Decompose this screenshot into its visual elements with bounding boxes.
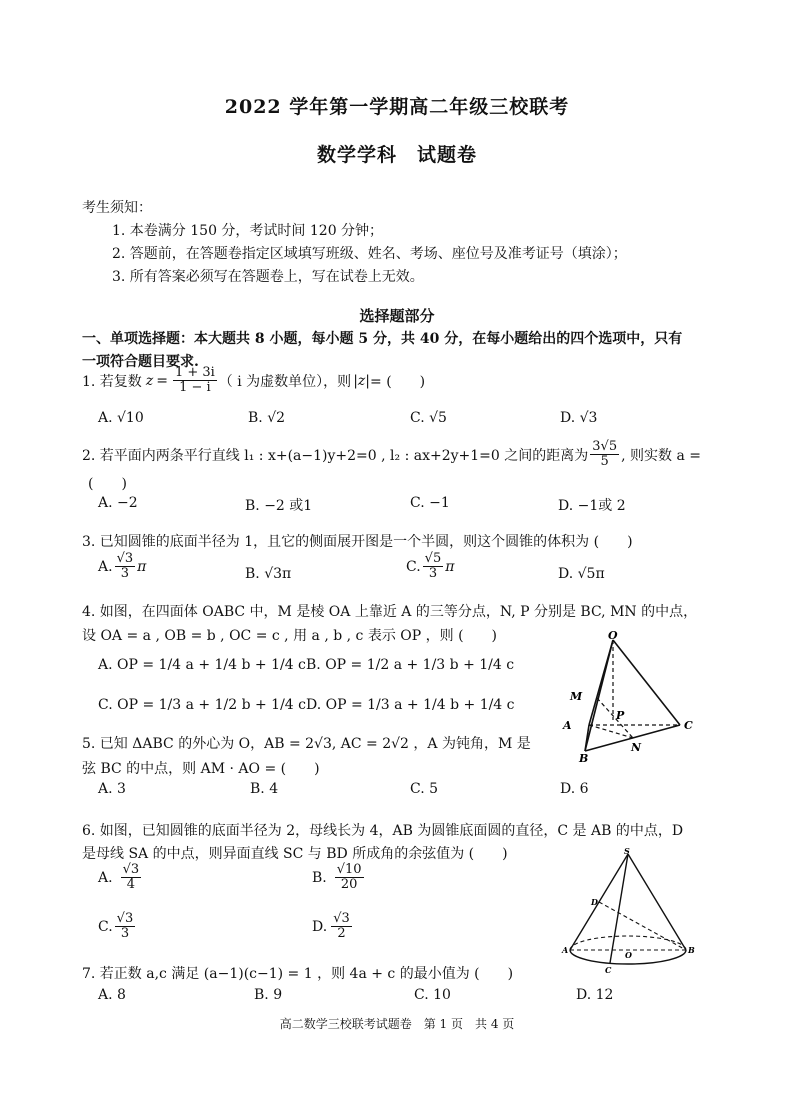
question-4-line2: 设 OA = a , OB = b , OC = c , 用 a , b , c 表示 OP ，则 ( ): [82, 628, 498, 644]
cone-figure: [558, 846, 708, 976]
question-2: 2. 若平面内两条平行直线 l₁ : x+(a−1)y+2=0 , l₂ : ax+2y+1=0 之间的距离为 $\frac{3√5}{5}$ , 则实数 a =: [82, 439, 701, 470]
figure-label: N: [631, 741, 642, 754]
notice-item: 3. 所有答案必须写在答题卷上，写在试卷上无效。: [112, 269, 424, 285]
option: B. √2: [248, 410, 286, 426]
notice-item: 1. 本卷满分 150 分，考试时间 120 分钟；: [112, 223, 384, 239]
section-title: 选择题部分: [359, 307, 435, 325]
option: A. 3: [98, 781, 126, 797]
option: D. √5π: [558, 566, 605, 582]
figure-label: C: [684, 719, 693, 732]
option: A. −2: [98, 495, 138, 511]
option: C. OP = 1/3 a + 1/2 b + 1/4 c: [98, 697, 306, 713]
option: C. $\frac{√3}{3}$: [98, 911, 134, 942]
question-3: 3. 已知圆锥的底面半径为 1，且它的侧面展开图是一个半圆，则这个圆锥的体积为 ( ): [82, 534, 633, 550]
question-6-line2: 是母线 SA 的中点，则异面直线 SC 与 BD 所成角的余弦值为 ( ): [82, 846, 508, 862]
option: D. √3: [560, 410, 598, 426]
section-instruction: 一、单项选择题：本大题共 8 小题，每小题 5 分，共 40 分，在每小题给出的四个选项中，只有: [82, 331, 683, 347]
section-instruction: 一项符合题目要求.: [82, 354, 199, 370]
figure-label: S: [624, 846, 630, 856]
figure-label: O: [608, 629, 618, 642]
q1-middle: （ i 为虚数单位），则: [218, 373, 352, 390]
question-6-line1: 6. 如图，已知圆锥的底面半径为 2，母线长为 4，AB 为圆锥底面圆的直径，C 是 AB 的中点，D: [82, 823, 684, 839]
figure-label: P: [616, 709, 625, 722]
option: A. $\frac{√3}{3}$ π: [98, 551, 147, 582]
figure-label: B: [688, 945, 695, 955]
figure-label: A: [562, 945, 569, 955]
q1-suffix: = ( ): [370, 373, 426, 390]
option: C. 5: [410, 781, 439, 797]
answer-paren: ( ): [88, 476, 127, 492]
option: B. −2 或1: [245, 498, 313, 514]
option: D. $\frac{√3}{2}$: [312, 911, 350, 942]
option: B. √3π: [245, 566, 292, 582]
question-5-line1: 5. 已知 ΔABC 的外心为 O，AB = 2√3, AC = 2√2 ，A 为钝角，M 是: [82, 736, 531, 752]
figure-label: B: [579, 752, 589, 765]
figure-label: D: [591, 897, 598, 907]
option: A. 8: [98, 987, 126, 1003]
figure-label: C: [605, 965, 612, 975]
tetrahedron-figure: [555, 628, 705, 768]
question-4-line1: 4. 如图，在四面体 OABC 中，M 是棱 OA 上靠近 A 的三等分点，N, P 分别是 BC, MN 的中点，: [82, 604, 698, 620]
option: B. 9: [254, 987, 283, 1003]
exam-title: 2022 学年第一学期高二年级三校联考: [224, 96, 570, 118]
option: A. $\frac{√3}{4}$: [98, 862, 140, 893]
question-1: 1. 若复数 z = $\frac{1 + 3i}{1 - i}$ （ i 为虚数单位），则 |z| = ( ): [82, 365, 426, 396]
option: C. 10: [414, 987, 451, 1003]
option: D. 12: [576, 987, 614, 1003]
question-7: 7. 若正数 a,c 满足 (a−1)(c−1) = 1 ，则 4a + c 的最小值为 ( ): [82, 966, 514, 982]
q1-fraction: $\frac{1 + 3i}{1 - i}$: [174, 365, 215, 396]
notice-heading: 考生须知：: [82, 200, 152, 216]
option: D. 6: [560, 781, 589, 797]
option: A. √10: [98, 410, 144, 426]
option: C. √5: [410, 410, 447, 426]
q1-prefix: 1. 若复数: [82, 373, 142, 390]
notice-item: 2. 答题前，在答题卷指定区域填写班级、姓名、考场、座位号及准考证号（填涂）；: [112, 246, 627, 262]
figure-label: M: [570, 690, 583, 703]
q2-fraction: $\frac{3√5}{5}$: [592, 439, 618, 470]
option: C. −1: [410, 495, 450, 511]
option: B. OP = 1/2 a + 1/3 b + 1/4 c: [306, 657, 515, 673]
exam-subtitle: 数学学科 试题卷: [316, 144, 477, 166]
option: A. OP = 1/4 a + 1/4 b + 1/4 c: [98, 657, 306, 673]
option: B. $\frac{√10}{20}$: [312, 862, 362, 893]
option: D. −1或 2: [558, 498, 626, 514]
option: B. 4: [250, 781, 279, 797]
page-footer: 高二数学三校联考试题卷 第 1 页 共 4 页: [279, 1017, 515, 1031]
question-5-line2: 弦 BC 的中点，则 AM · AO = ( ): [82, 761, 320, 777]
figure-label: O: [625, 950, 632, 960]
figure-label: A: [563, 719, 572, 732]
option: C. $\frac{√5}{3}$ π: [406, 551, 455, 582]
option: D. OP = 1/3 a + 1/4 b + 1/4 c: [306, 697, 515, 713]
